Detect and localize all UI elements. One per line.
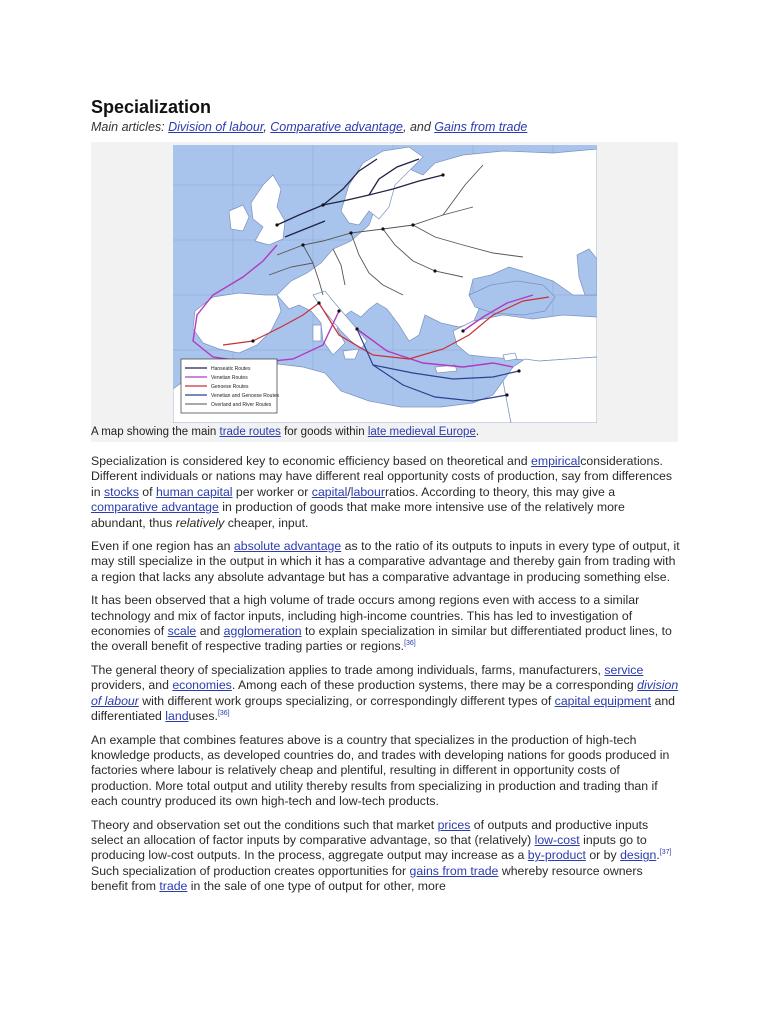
citation-36[interactable]: [36] xyxy=(404,640,416,648)
link-gains-from-trade[interactable]: Gains from trade xyxy=(434,120,528,134)
link-late-medieval-europe[interactable]: late medieval Europe xyxy=(367,426,476,438)
link-by-product[interactable]: by-product xyxy=(527,848,586,863)
citation-37[interactable]: [37] xyxy=(659,849,672,857)
link-capital[interactable]: capital xyxy=(311,484,348,499)
citation-36b[interactable]: [36] xyxy=(217,710,230,717)
link-design[interactable]: design xyxy=(620,848,657,863)
article-section xyxy=(91,96,681,903)
sardinia xyxy=(313,325,321,341)
legend-overland: Overland and River Routes xyxy=(211,402,272,408)
paragraph-4: The general theory of specialization applies to trade among individuals, farms, manufacturers, service providers, and economies. Among each of these production systems, there may be a corresponding division of labour with different work groups specializing, or correspondingly different types of capital equipment and differentiated landuses.[36] xyxy=(91,662,679,724)
link-absolute-advantage[interactable]: absolute advantage xyxy=(233,539,342,554)
link-service[interactable]: service xyxy=(604,662,644,677)
levant xyxy=(503,357,597,423)
link-agglomeration[interactable]: agglomeration xyxy=(223,624,302,639)
link-division-of-labour[interactable]: Division of labour xyxy=(168,120,264,134)
link-empirical[interactable]: empirical xyxy=(531,454,581,468)
link-economies[interactable]: economies xyxy=(172,678,232,693)
paragraph-3: It has been observed that a high volume of trade occurs among regions even with access to a similar technology and mix of factor inputs, including high-income countries. This has led to investigation of economies of scale and agglomeration to explain specialization in similar but differentiated product lines, to the overall benefit of respective trading parties or regions.[36] xyxy=(91,593,672,654)
paragraph-1: Specialization is considered key to economic efficiency based on theoretical and empiricalconsiderations. Different individuals or nations may have different real opportunity costs of production, say from differences in stocks of human capital per worker or capital/labourratios. According to theory, this may give a comparative advantage in production of goods that make more intensive use of the relatively more abundant, thus relatively cheaper, input. xyxy=(91,454,672,530)
hatnote-sep: , and xyxy=(403,120,435,134)
link-trade-routes[interactable]: trade routes xyxy=(219,426,281,438)
link-division-of-labour-body[interactable]: division of labour xyxy=(91,678,679,708)
legend-hanseatic: Hanseatic Routes xyxy=(211,366,251,372)
link-stocks[interactable]: stocks xyxy=(104,484,139,499)
link-scale[interactable]: scale xyxy=(167,624,197,639)
legend-venetian: Venetian Routes xyxy=(211,375,248,381)
section-heading: Specialization xyxy=(91,97,212,117)
hatnote-sep: , xyxy=(263,120,271,134)
link-gains-from-trade-body[interactable]: gains from trade xyxy=(409,863,499,878)
map-figure xyxy=(91,142,678,442)
anatolia xyxy=(453,315,597,361)
link-human-capital[interactable]: human capital xyxy=(155,484,233,499)
link-comparative-advantage-body[interactable]: comparative advantage xyxy=(91,500,219,515)
trade-routes-map[interactable] xyxy=(173,145,597,423)
legend-venetian-genoese: Venetian and Genoese Routes xyxy=(211,393,280,399)
paragraph-2: Even if one region has an absolute advantage as to the ratio of its outputs to inputs in every type of output, it may still specialize in the output in which it has a comparative advantage and thereby gain from trading with a region that lacks any absolute advantage but has a comparative advantage in producing something else. xyxy=(91,539,680,584)
paragraph-5: An example that combines features above is a country that specializes in the production of high-tech knowledge products, as developed countries do, and trades with developing nations for goods produced in factories where labour is relatively cheap and plentiful, resulting in different in opportunity costs of production. More total output and utility thereby results from specializing in production and trading than if each country produced its own high-tech and low-tech products. xyxy=(91,732,670,809)
main-articles-hatnote xyxy=(91,119,681,136)
section-body xyxy=(91,454,681,895)
link-land[interactable]: land xyxy=(165,709,189,724)
link-labour[interactable]: labour xyxy=(350,484,385,499)
link-trade[interactable]: trade xyxy=(159,879,188,894)
link-comparative-advantage[interactable]: Comparative advantage xyxy=(270,120,403,134)
hatnote-prefix: Main articles: xyxy=(91,120,169,134)
legend-genoese: Genoese Routes xyxy=(211,384,249,390)
map-legend xyxy=(181,359,280,413)
figure-caption: A map showing the main trade routes for goods within late medieval Europe. xyxy=(91,426,480,438)
link-capital-equipment[interactable]: capital equipment xyxy=(554,693,652,708)
link-low-cost[interactable]: low-cost xyxy=(534,832,580,847)
paragraph-6: Theory and observation set out the conditions such that market prices of outputs and productive inputs select an allocation of factor inputs by comparative advantage, so that (relatively) low-cost inputs go to producing low-cost outputs. In the process, aggregate output may increase as a by-product or by design.[37] Such specialization of production creates opportunities for gains from trade whereby resource owners benefit from trade in the sale of one type of output for other, more xyxy=(91,817,672,894)
link-prices[interactable]: prices xyxy=(437,817,471,832)
